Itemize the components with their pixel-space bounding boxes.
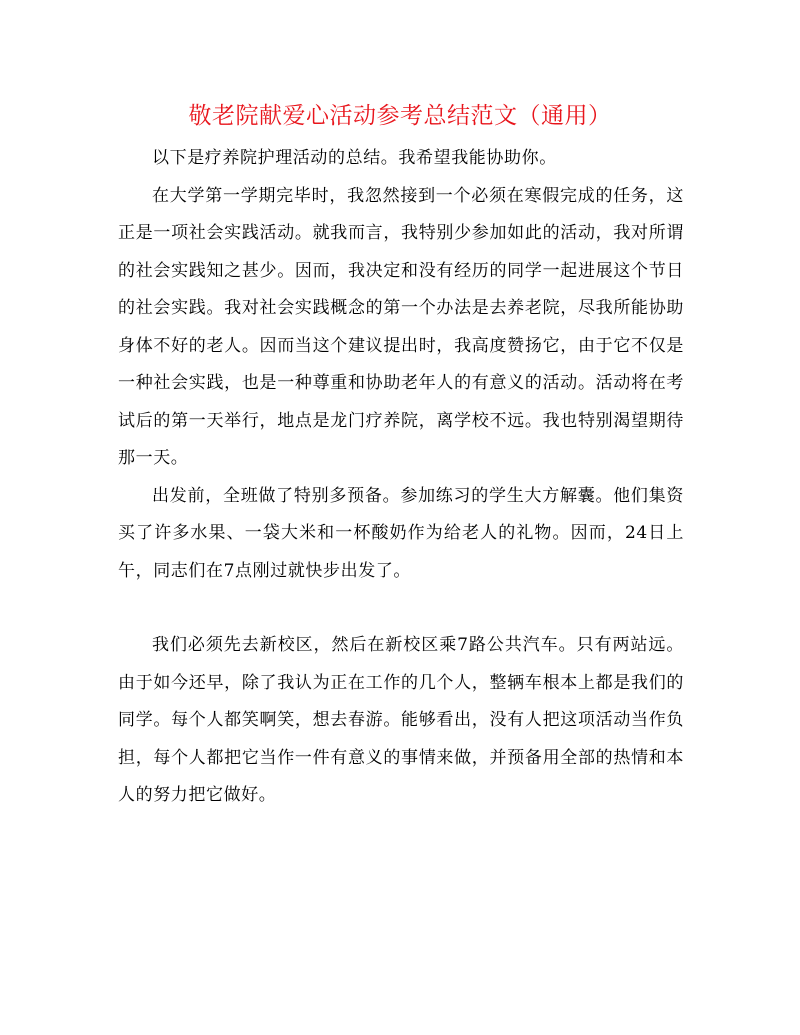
paragraph-intro: 以下是疗养院护理活动的总结。我希望我能协助你。: [152, 148, 557, 168]
document-title: 敬老院献爱心活动参考总结范文（通用）: [188, 103, 612, 129]
paragraph-journey: 我们必须先去新校区，然后在新校区乘7路公共汽车。只有两站远。由于如今还早，除了我认为正在工作的几个人，整辆车根本上都是我们的同学。每个人都笑啊笑，想去春游。能够看出，没有人把这项活动当作负担，每个人都把它当作一件有意义的事情来做，并预备用全部的热情和本人的努力把它做好。: [118, 635, 684, 805]
paragraph-preparation: 出发前，全班做了特别多预备。参加练习的学生大方解囊。他们集资买了许多水果、一袋大米和一杯酸奶作为给老人的礼物。因而，24日上午，同志们在7点刚过就快步出发了。: [118, 485, 684, 581]
document-body: [118, 140, 684, 815]
paragraph-background: 在大学第一学期完毕时，我忽然接到一个必须在寒假完成的任务，这正是一项社会实践活动。就我而言，我特别少参加如此的活动，我对所谓的社会实践知之甚少。因而，我决定和没有经历的同学一起进展这个节日的社会实践。我对社会实践概念的第一个办法是去养老院，尽我所能协助身体不好的老人。因而当这个建议提出时，我高度赞扬它，由于它不仅是一种社会实践，也是一种尊重和协助老年人的有意义的活动。活动将在考试后的第一天举行，地点是龙门疗养院，离学校不远。我也特别渴望期待那一天。: [118, 185, 684, 468]
